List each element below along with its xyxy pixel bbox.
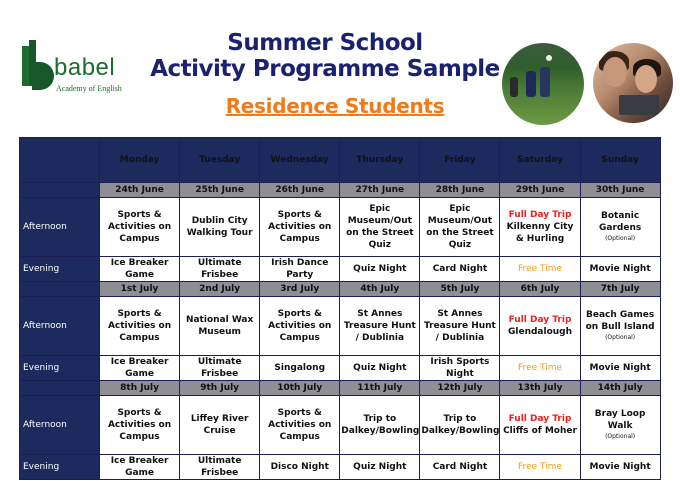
activity-text: Epic Museum/Out on the Street Quiz <box>346 204 414 250</box>
date-row <box>20 183 661 198</box>
evening-label: Evening <box>20 455 100 480</box>
logo-wordmark: babel <box>54 54 116 81</box>
evening-label: Evening <box>20 356 100 381</box>
page-title-line1: Summer School <box>227 30 423 56</box>
afternoon-activity-cell <box>340 198 420 257</box>
evening-row <box>20 356 661 381</box>
activity-text: Trip to Dalkey/Bowling <box>341 414 420 436</box>
evening-label: Evening <box>20 257 100 282</box>
date-row <box>20 282 661 297</box>
evening-activity-cell: Ultimate Frisbee <box>180 356 260 381</box>
date-cell: 7th July <box>580 282 660 297</box>
activity-text: Beach Games on Bull Island <box>585 310 655 332</box>
activity-text: Sports & Activities on Campus <box>268 309 332 343</box>
activity-text: Dublin City Walking Tour <box>186 216 253 238</box>
page-title-line2: Activity Programme Sample <box>150 56 500 82</box>
students-photo <box>593 43 673 123</box>
date-cell: 28th June <box>420 183 500 198</box>
evening-activity-cell: Ice Breaker Game <box>100 455 180 480</box>
afternoon-activity-cell <box>420 198 500 257</box>
afternoon-activity-cell <box>340 297 420 356</box>
activity-text: Bray Loop Walk <box>594 409 646 431</box>
evening-activity-cell: Singalong <box>260 356 340 381</box>
afternoon-activity-cell <box>500 297 580 356</box>
evening-activity-cell: Free Time <box>500 257 580 282</box>
activity-table <box>19 137 661 480</box>
date-cell: 1st July <box>100 282 180 297</box>
day-header-monday: Monday <box>100 138 180 183</box>
afternoon-activity-cell <box>260 396 340 455</box>
afternoon-activity-cell <box>180 297 260 356</box>
logo-mark <box>22 40 52 92</box>
date-row-label <box>20 381 100 396</box>
evening-activity-cell: Quiz Night <box>340 356 420 381</box>
date-cell: 24th June <box>100 183 180 198</box>
afternoon-activity-cell <box>260 297 340 356</box>
afternoon-activity-cell <box>180 198 260 257</box>
date-cell: 25th June <box>180 183 260 198</box>
evening-activity-cell: Ultimate Frisbee <box>180 257 260 282</box>
date-cell: 3rd July <box>260 282 340 297</box>
evening-row <box>20 257 661 282</box>
evening-activity-cell: Ice Breaker Game <box>100 257 180 282</box>
full-day-trip-label: Full Day Trip <box>508 414 572 424</box>
evening-row <box>20 455 661 480</box>
afternoon-activity-cell <box>260 198 340 257</box>
activity-text: Kilkenny City & Hurling <box>506 222 574 244</box>
activity-text: Glendalough <box>508 327 573 337</box>
activity-text: St Annes Treasure Hunt / Dublinia <box>423 309 496 343</box>
evening-activity-cell: Movie Night <box>580 257 660 282</box>
optional-note: (Optional) <box>605 235 636 242</box>
date-row-label <box>20 183 100 198</box>
activity-text: Sports & Activities on Campus <box>107 210 172 244</box>
afternoon-activity-cell <box>100 198 180 257</box>
evening-activity-cell: Ice Breaker Game <box>100 356 180 381</box>
full-day-trip-label: Full Day Trip <box>508 315 572 325</box>
afternoon-row <box>20 297 661 356</box>
afternoon-activity-cell <box>580 297 660 356</box>
evening-activity-cell: Quiz Night <box>340 455 420 480</box>
evening-activity-cell: Irish Dance Party <box>260 257 340 282</box>
evening-activity-cell: Ultimate Frisbee <box>180 455 260 480</box>
day-header-thursday: Thursday <box>340 138 420 183</box>
optional-note: (Optional) <box>605 433 636 440</box>
afternoon-activity-cell <box>100 297 180 356</box>
date-cell: 12th July <box>420 381 500 396</box>
date-cell: 9th July <box>180 381 260 396</box>
logo-tagline: Academy of English <box>56 84 122 93</box>
activity-text: St Annes Treasure Hunt / Dublinia <box>343 309 416 343</box>
activity-text: Liffey River Cruise <box>190 414 249 436</box>
day-header-friday: Friday <box>420 138 500 183</box>
evening-activity-cell: Quiz Night <box>340 257 420 282</box>
activity-text: National Wax Museum <box>185 315 254 337</box>
optional-note: (Optional) <box>605 334 636 341</box>
page-subtitle: Residence Students <box>225 94 445 118</box>
activity-text: Sports & Activities on Campus <box>268 408 332 442</box>
day-header-tuesday: Tuesday <box>180 138 260 183</box>
afternoon-activity-cell <box>580 198 660 257</box>
afternoon-activity-cell <box>340 396 420 455</box>
activity-text: Epic Museum/Out on the Street Quiz <box>426 204 494 250</box>
football-photo <box>502 43 584 125</box>
evening-activity-cell: Card Night <box>420 455 500 480</box>
date-cell: 8th July <box>100 381 180 396</box>
evening-activity-cell: Free Time <box>500 356 580 381</box>
afternoon-activity-cell <box>180 396 260 455</box>
day-header-saturday: Saturday <box>500 138 580 183</box>
afternoon-activity-cell <box>580 396 660 455</box>
date-cell: 13th July <box>500 381 580 396</box>
evening-activity-cell: Card Night <box>420 257 500 282</box>
date-cell: 29th June <box>500 183 580 198</box>
afternoon-label: Afternoon <box>20 198 100 257</box>
date-cell: 27th June <box>340 183 420 198</box>
activity-text: Sports & Activities on Campus <box>107 309 172 343</box>
activity-text: Sports & Activities on Campus <box>107 408 172 442</box>
afternoon-activity-cell <box>500 198 580 257</box>
day-header-wednesday: Wednesday <box>260 138 340 183</box>
evening-activity-cell: Movie Night <box>580 455 660 480</box>
day-header-sunday: Sunday <box>580 138 660 183</box>
evening-activity-cell: Free Time <box>500 455 580 480</box>
date-cell: 11th July <box>340 381 420 396</box>
afternoon-label: Afternoon <box>20 297 100 356</box>
evening-activity-cell: Disco Night <box>260 455 340 480</box>
full-day-trip-label: Full Day Trip <box>508 210 572 220</box>
activity-text: Sports & Activities on Campus <box>268 210 332 244</box>
activity-text: Trip to Dalkey/Bowling <box>421 414 500 436</box>
date-cell: 10th July <box>260 381 340 396</box>
activity-text: Botanic Gardens <box>599 211 642 233</box>
date-cell: 26th June <box>260 183 340 198</box>
evening-activity-cell: Movie Night <box>580 356 660 381</box>
day-header-row <box>20 138 661 183</box>
afternoon-activity-cell <box>500 396 580 455</box>
date-cell: 5th July <box>420 282 500 297</box>
date-cell: 30th June <box>580 183 660 198</box>
afternoon-label: Afternoon <box>20 396 100 455</box>
activity-text: Cliffs of Moher <box>503 426 577 436</box>
evening-activity-cell: Irish Sports Night <box>420 356 500 381</box>
date-cell: 6th July <box>500 282 580 297</box>
date-row <box>20 381 661 396</box>
date-cell: 4th July <box>340 282 420 297</box>
date-cell: 14th July <box>580 381 660 396</box>
date-row-label <box>20 282 100 297</box>
date-cell: 2nd July <box>180 282 260 297</box>
babel-logo <box>22 40 132 94</box>
header-corner <box>20 138 100 183</box>
afternoon-row <box>20 198 661 257</box>
afternoon-row <box>20 396 661 455</box>
afternoon-activity-cell <box>100 396 180 455</box>
afternoon-activity-cell <box>420 396 500 455</box>
afternoon-activity-cell <box>420 297 500 356</box>
